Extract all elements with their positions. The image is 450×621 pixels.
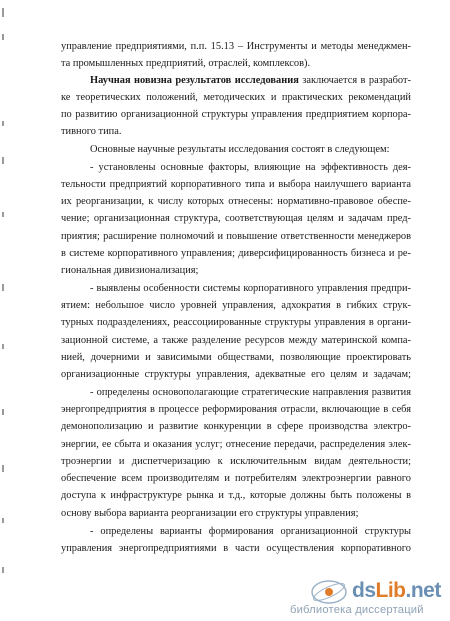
- text-line: в системе корпоративного управления; диверсифицированность бизнеса и ре-: [61, 248, 411, 259]
- text-line: гиональная дивизионализация;: [61, 265, 199, 276]
- text-line: организационные структуры управления, адекватные его целям и задачам;: [61, 369, 411, 380]
- text-line: Основные научные результаты исследования состоят в следующем:: [90, 144, 390, 155]
- text-line: та промышленных предприятий, отраслей, комплексов).: [61, 58, 311, 69]
- text-line: - установлены основные факторы, влияющие на эффективность дея-: [90, 162, 411, 173]
- text-line: троэнергии и диспетчеризацию к исключительным видам деятельности;: [61, 456, 411, 467]
- watermark-brand: dsLib.net: [352, 579, 441, 602]
- text-line: управление предприятиями, п.п. 15.13 – Инструменты и методы менеджмен-: [61, 41, 411, 52]
- text-line: доступа к инфраструктуре рынка и т.д., которые должны быть положены в: [61, 490, 411, 501]
- text-line: энергии, ее сбыта и оказания услуг; отнесение передачи, распределения элек-: [61, 439, 411, 450]
- text-line: обеспечение всем производителям и потребителям электроэнергии равного: [61, 473, 411, 484]
- novelty-heading: Научная новизна результатов исследования: [90, 75, 299, 86]
- text-line: ке теоретических положений, методических и практических рекомендаций: [61, 92, 411, 103]
- text-line: управления энергопредприятиями в части осуществления корпоративного: [61, 543, 411, 554]
- text-line: [90, 74, 411, 87]
- text-line: турных подразделениях, реассоциированные структуры управления в органи-: [61, 317, 411, 328]
- text-line: - определены варианты формирования организационной структуры: [90, 526, 411, 537]
- text-line: нией, дочерними и зависимыми обществами, позволяющие проектировать: [61, 352, 411, 363]
- text-line: зационной системе, а также разделение ресурсов между материнской компа-: [61, 335, 411, 346]
- text-line: ятием: небольшое число уровней управления, адхократия в гибких струк-: [61, 300, 411, 311]
- text-fragment: заключается в разработ-: [302, 75, 411, 86]
- text-line: их реорганизации, к числу которых отнесены: нормативно-правовое обеспе-: [61, 196, 411, 207]
- text-line: чение; организационная структура, соответствующая целям и задачам пред-: [61, 213, 411, 224]
- text-line: по развитию организационной структуры управления предприятием корпора-: [61, 109, 411, 120]
- text-line: тивного типа.: [61, 126, 122, 137]
- text-line: демонополизацию и развитие конкуренции в сфере производства электро-: [61, 421, 411, 432]
- scan-margin-marks: [2, 0, 12, 621]
- dslib-watermark: [290, 577, 450, 621]
- text-line: энергопредприятия в процессе реформирования отрасли, включающие в себя: [61, 404, 411, 415]
- text-line: приятия; расширение полномочий и повышение ответственности менеджеров: [61, 231, 411, 242]
- watermark-subtitle: библиотека диссертаций: [290, 604, 424, 616]
- text-line: тельности предприятий корпоративного типа и выбора наилучшего варианта: [61, 179, 411, 190]
- text-line: основу выбора варианта реорганизации его структуры управления;: [61, 508, 359, 519]
- text-line: - определены основополагающие стратегические направления развития: [90, 387, 411, 398]
- dslib-logo-icon: [310, 579, 348, 605]
- text-line: - выявлены особенности системы корпоративного управления предпри-: [90, 283, 411, 294]
